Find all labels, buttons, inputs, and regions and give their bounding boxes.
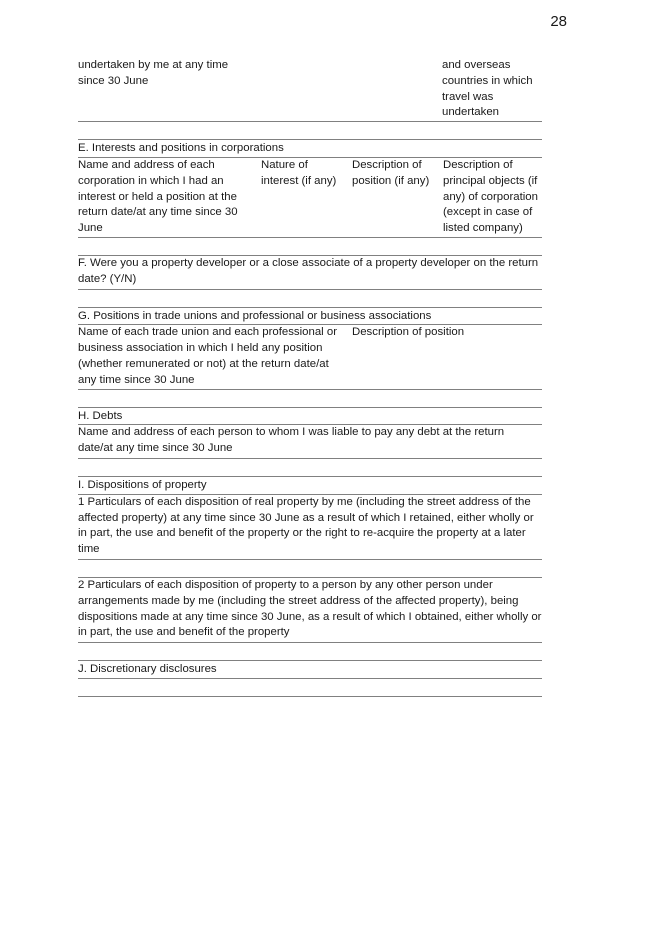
section-j-title: J. Discretionary disclosures (78, 661, 542, 679)
spacer (78, 122, 542, 140)
section-e-headers (78, 158, 542, 238)
section-e-col-position: Description of position (if any) (352, 158, 430, 187)
page-number: 28 (550, 13, 567, 30)
section-g-col-position: Description of position (352, 326, 465, 339)
continued-col-4: and overseas countries in which travel was undertaken (442, 59, 533, 119)
section-f-question: F. Were you a property developer or a close associate of a property developer on the return date? (Y/N) (78, 256, 542, 290)
section-i-item-2: 2 Particulars of each disposition of property to a person by any other person under arrangements made by me (including the street address of the affected property), being dispositions made at any time since 30 June, as a result of which I obtained, either wholly or in part, the use and benefit of the property (78, 578, 542, 643)
spacer (78, 238, 542, 256)
section-g-col-name: Name of each trade union and each professional or business association in which I held any position (whether remunerated or not) at the return date/at any time since 30 June (78, 326, 337, 386)
section-i-title: I. Dispositions of property (78, 477, 542, 495)
spacer (78, 459, 542, 477)
section-g-headers (78, 325, 542, 389)
spacer (78, 560, 542, 578)
section-g-title: G. Positions in trade unions and professional or business associations (78, 308, 542, 326)
section-e-col-objects: Description of principal objects (if any) of corporation (except in case of listed company) (443, 158, 538, 235)
disclosure-form (78, 58, 542, 697)
section-h-col-name: Name and address of each person to whom I was liable to pay any debt at the return date/at any time since 30 June (78, 425, 542, 459)
section-e-col-nature: Nature of interest (if any) (261, 158, 337, 187)
spacer (78, 290, 542, 308)
continued-row (78, 58, 542, 122)
section-e-col-name: Name and address of each corporation in which I had an interest or held a position at the return date/at any time since 30 June (78, 158, 238, 235)
spacer (78, 643, 542, 661)
continued-col-empty-1 (260, 58, 442, 121)
spacer (78, 390, 542, 408)
section-i-item-1: 1 Particulars of each disposition of real property by me (including the street address of the affected property) at any time since 30 June as a result of which I retained, either wholly or in part, the use and benefit of the property or the right to re-acquire the property at a later time (78, 495, 542, 560)
spacer (78, 679, 542, 697)
section-e-title: E. Interests and positions in corporations (78, 140, 542, 158)
continued-col-1: undertaken by me at any time since 30 June (78, 59, 229, 87)
section-h-title: H. Debts (78, 408, 542, 426)
